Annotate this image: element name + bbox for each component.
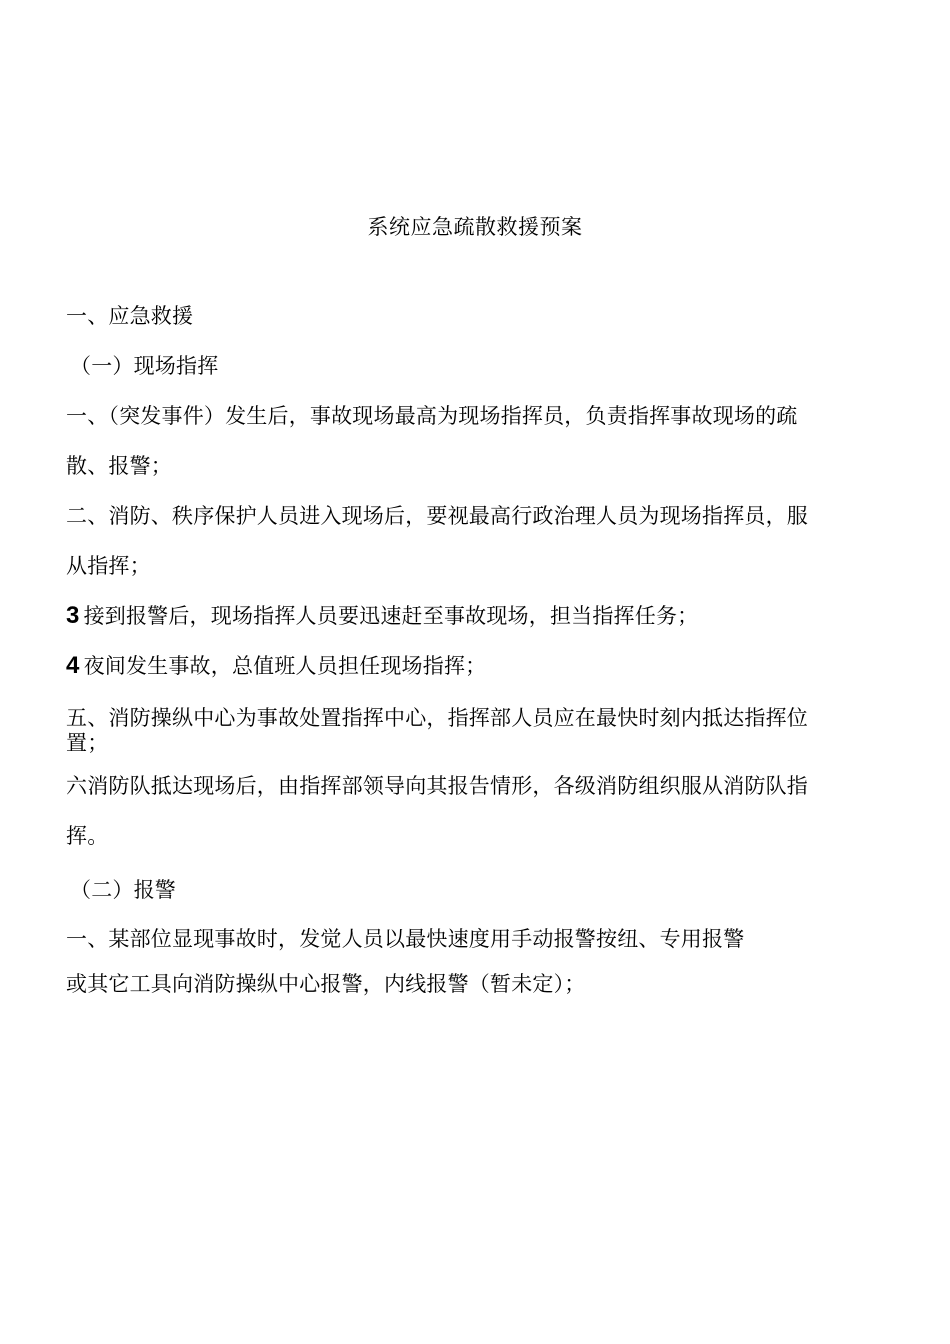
- paragraph-alarm-line1: 一、某部位显现事故时，发觉人员以最快速度用手动报警按纽、专用报警: [66, 927, 745, 951]
- paragraph-item5-line2: 置；: [66, 731, 109, 755]
- paragraph-item4: [66, 653, 886, 679]
- paragraph-alarm-line2: 或其它工具向消防操纵中心报警，内线报警（暂未定）；: [66, 972, 586, 996]
- subsection-heading-alarm: （二）报警: [70, 878, 176, 902]
- paragraph-item2-line2: 从指挥；: [66, 554, 151, 578]
- paragraph-item5-line1: 五、消防操纵中心为事故处置指挥中心，指挥部人员应在最快时刻内抵达指挥位: [66, 706, 808, 730]
- subsection-heading-site-command: （一）现场指挥: [70, 354, 219, 378]
- paragraph-item1-line1: 一、（突发事件）发生后，事故现场最高为现场指挥员，负责指挥事故现场的疏: [66, 404, 798, 428]
- paragraph-item1-line2: 散、报警；: [66, 454, 172, 478]
- item3-text: 接到报警后，现场指挥人员要迅速赶至事故现场，担当指挥任务；: [83, 604, 699, 628]
- item4-number: 4: [66, 652, 80, 679]
- paragraph-item2-line1: 二、消防、秩序保护人员进入现场后，要视最高行政治理人员为现场指挥员，服: [66, 504, 808, 528]
- item3-number: 3: [66, 602, 80, 629]
- document-title: 系统应急疏散救援预案: [367, 215, 583, 239]
- paragraph-item6-line2: 挥。: [66, 824, 109, 848]
- section-heading-emergency-rescue: 一、应急救援: [66, 304, 194, 328]
- paragraph-item6-line1: 六消防队抵达现场后，由指挥部领导向其报告情形，各级消防组织服从消防队指: [66, 774, 808, 798]
- item4-text: 夜间发生事故，总值班人员担任现场指挥；: [83, 654, 487, 678]
- paragraph-item3: [66, 603, 886, 629]
